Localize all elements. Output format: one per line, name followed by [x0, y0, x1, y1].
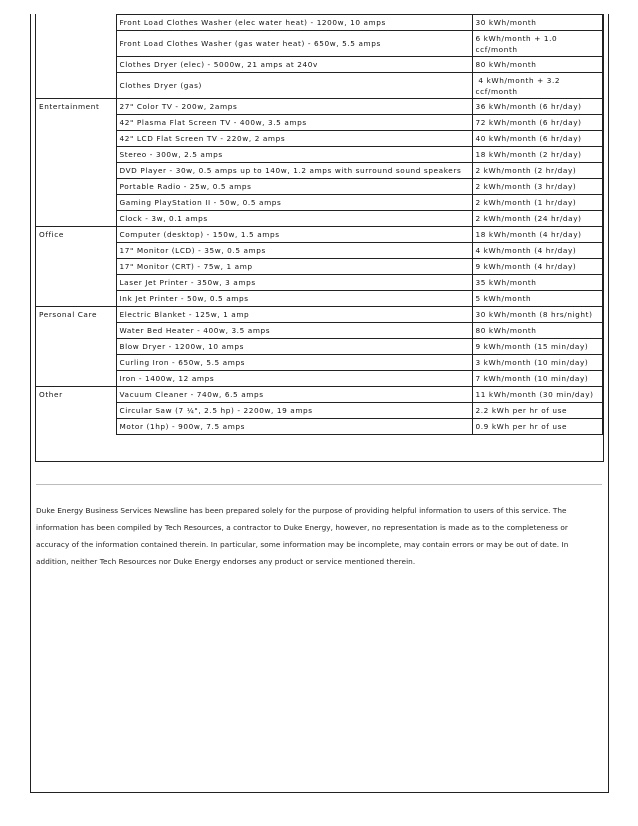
usage-cell: [472, 15, 602, 31]
usage-value: 80 kWh/month: [475, 326, 537, 335]
table-row: [36, 147, 602, 163]
table-row: [36, 179, 602, 195]
usage-cell: [472, 195, 602, 211]
appliance-cell: Curling Iron - 650w, 5.5 amps: [116, 355, 472, 371]
usage-cell: [472, 99, 602, 115]
usage-cell: [472, 323, 602, 339]
usage-cell: [472, 131, 602, 147]
usage-value: 35 kWh/month: [475, 278, 537, 287]
appliance-cell: Blow Dryer - 1200w, 10 amps: [116, 339, 472, 355]
usage-cell: [472, 307, 602, 323]
category-label: Other: [39, 390, 63, 399]
usage-cell: [472, 163, 602, 179]
table-row: [36, 73, 602, 99]
table-row: [36, 57, 602, 73]
table-row: [36, 419, 602, 435]
table-row: [36, 323, 602, 339]
appliance-cell: Front Load Clothes Washer (elec water heat) - 1200w, 10 amps: [116, 15, 472, 31]
usage-cell: [472, 291, 602, 307]
appliance-cell: Computer (desktop) - 150w, 1.5 amps: [116, 227, 472, 243]
usage-value: 2 kWh/month (1 hr/day): [475, 198, 577, 207]
appliance-cell: Clothes Dryer (elec) - 5000w, 21 amps at 240v: [116, 57, 472, 73]
usage-value: 0.9 kWh per hr of use: [475, 422, 568, 431]
category-cell: [36, 131, 116, 147]
usage-value: 18 kWh/month (4 hr/day): [475, 230, 582, 239]
usage-value: 6 kWh/month + 1.0: [475, 33, 558, 43]
usage-cell: [472, 403, 602, 419]
category-cell: [36, 195, 116, 211]
category-cell: [36, 179, 116, 195]
usage-value: 30 kWh/month: [475, 18, 537, 27]
category-cell: [36, 211, 116, 227]
appliance-cell: Vacuum Cleaner - 740w, 6.5 amps: [116, 387, 472, 403]
usage-value: 11 kWh/month (30 min/day): [475, 390, 594, 399]
category-cell: [36, 339, 116, 355]
usage-value-continued: ccf/month: [475, 86, 518, 96]
appliance-cell: 42" Plasma Flat Screen TV - 400w, 3.5 amps: [116, 115, 472, 131]
disclaimer-text: Duke Energy Business Services Newsline has been prepared solely for the purpose of providing helpful information to users of this service. The information has been compiled by Tech Resources, a contractor to Duke Energy, however, no representation is made as to the completeness or accuracy of the information contained therein. In particular, some information may be incomplete, may contain errors or may be out of date. In addition, neither Tech Resources nor Duke Energy endorses any product or service mentioned therein.: [36, 506, 569, 566]
usage-value: 5 kWh/month: [475, 294, 532, 303]
usage-cell: [472, 243, 602, 259]
table-row: [36, 227, 602, 243]
table-row: [36, 307, 602, 323]
appliance-cell: 17" Monitor (LCD) - 35w, 0.5 amps: [116, 243, 472, 259]
usage-cell: [472, 355, 602, 371]
usage-cell: [472, 211, 602, 227]
category-label: Personal Care: [39, 310, 98, 319]
table-row: [36, 211, 602, 227]
table-row: [36, 339, 602, 355]
appliance-cell: Stereo - 300w, 2.5 amps: [116, 147, 472, 163]
usage-value: 4 kWh/month (4 hr/day): [475, 246, 577, 255]
category-cell: [36, 73, 116, 99]
table-row: [36, 403, 602, 419]
category-cell: [36, 99, 116, 115]
usage-value: 9 kWh/month (4 hr/day): [475, 262, 577, 271]
appliance-usage-table: [36, 14, 603, 435]
category-cell: [36, 387, 116, 403]
section-divider: [36, 484, 602, 485]
usage-cell: [472, 275, 602, 291]
category-cell: [36, 243, 116, 259]
table-row: [36, 355, 602, 371]
category-cell: [36, 227, 116, 243]
appliance-cell: Water Bed Heater - 400w, 3.5 amps: [116, 323, 472, 339]
usage-value: 2 kWh/month (3 hr/day): [475, 182, 577, 191]
usage-cell: [472, 371, 602, 387]
usage-value: 3 kWh/month (10 min/day): [475, 358, 589, 367]
table-row: [36, 259, 602, 275]
table-row: [36, 131, 602, 147]
appliance-cell: Laser Jet Printer - 350w, 3 amps: [116, 275, 472, 291]
appliance-cell: Motor (1hp) - 900w, 7.5 amps: [116, 419, 472, 435]
usage-value: 2 kWh/month (24 hr/day): [475, 214, 582, 223]
category-cell: [36, 57, 116, 73]
usage-value: 36 kWh/month (6 hr/day): [475, 102, 582, 111]
usage-value: 9 kWh/month (15 min/day): [475, 342, 589, 351]
category-cell: [36, 275, 116, 291]
usage-cell: [472, 179, 602, 195]
table-row: [36, 115, 602, 131]
appliance-cell: Circular Saw (7 ¼", 2.5 hp) - 2200w, 19 amps: [116, 403, 472, 419]
table-row: [36, 243, 602, 259]
appliance-cell: Clothes Dryer (gas): [116, 73, 472, 99]
appliance-cell: DVD Player - 30w, 0.5 amps up to 140w, 1.2 amps with surround sound speakers: [116, 163, 472, 179]
category-cell: [36, 291, 116, 307]
usage-value: 2.2 kWh per hr of use: [475, 406, 568, 415]
category-cell: [36, 163, 116, 179]
category-cell: [36, 371, 116, 387]
usage-value: 4 kWh/month + 3.2: [475, 75, 561, 85]
table-row: [36, 371, 602, 387]
usage-value: 18 kWh/month (2 hr/day): [475, 150, 582, 159]
usage-cell: [472, 115, 602, 131]
usage-cell: [472, 73, 602, 99]
table-row: [36, 195, 602, 211]
usage-value-continued: ccf/month: [475, 44, 518, 54]
category-cell: [36, 419, 116, 435]
appliance-cell: 27" Color TV - 200w, 2amps: [116, 99, 472, 115]
usage-cell: [472, 227, 602, 243]
usage-value: 80 kWh/month: [475, 60, 537, 69]
category-cell: [36, 259, 116, 275]
appliance-cell: Electric Blanket - 125w, 1 amp: [116, 307, 472, 323]
table-row: [36, 275, 602, 291]
category-cell: [36, 307, 116, 323]
usage-value: 2 kWh/month (2 hr/day): [475, 166, 577, 175]
appliance-cell: 42" LCD Flat Screen TV - 220w, 2 amps: [116, 131, 472, 147]
usage-cell: [472, 339, 602, 355]
usage-value: 30 kWh/month (8 hrs/night): [475, 310, 593, 319]
table-row: [36, 31, 602, 57]
usage-cell: [472, 419, 602, 435]
table-row: [36, 15, 602, 31]
category-cell: [36, 115, 116, 131]
usage-cell: [472, 57, 602, 73]
table-row: [36, 387, 602, 403]
appliance-cell: Ink Jet Printer - 50w, 0.5 amps: [116, 291, 472, 307]
usage-value: 7 kWh/month (10 min/day): [475, 374, 589, 383]
category-cell: [36, 147, 116, 163]
category-cell: [36, 403, 116, 419]
table-row: [36, 99, 602, 115]
usage-cell: [472, 259, 602, 275]
usage-cell: [472, 31, 602, 57]
category-cell: [36, 15, 116, 31]
appliance-cell: Portable Radio - 25w, 0.5 amps: [116, 179, 472, 195]
appliance-cell: Iron - 1400w, 12 amps: [116, 371, 472, 387]
appliance-cell: Gaming PlayStation II - 50w, 0.5 amps: [116, 195, 472, 211]
usage-value: 72 kWh/month (6 hr/day): [475, 118, 582, 127]
table-row: [36, 163, 602, 179]
usage-cell: [472, 147, 602, 163]
appliance-cell: Front Load Clothes Washer (gas water heat) - 650w, 5.5 amps: [116, 31, 472, 57]
category-cell: [36, 31, 116, 57]
category-label: Entertainment: [39, 102, 100, 111]
category-cell: [36, 323, 116, 339]
appliance-cell: 17" Monitor (CRT) - 75w, 1 amp: [116, 259, 472, 275]
usage-cell: [472, 387, 602, 403]
appliance-cell: Clock - 3w, 0.1 amps: [116, 211, 472, 227]
usage-value: 40 kWh/month (6 hr/day): [475, 134, 582, 143]
table-row: [36, 291, 602, 307]
category-cell: [36, 355, 116, 371]
category-label: Office: [39, 230, 65, 239]
